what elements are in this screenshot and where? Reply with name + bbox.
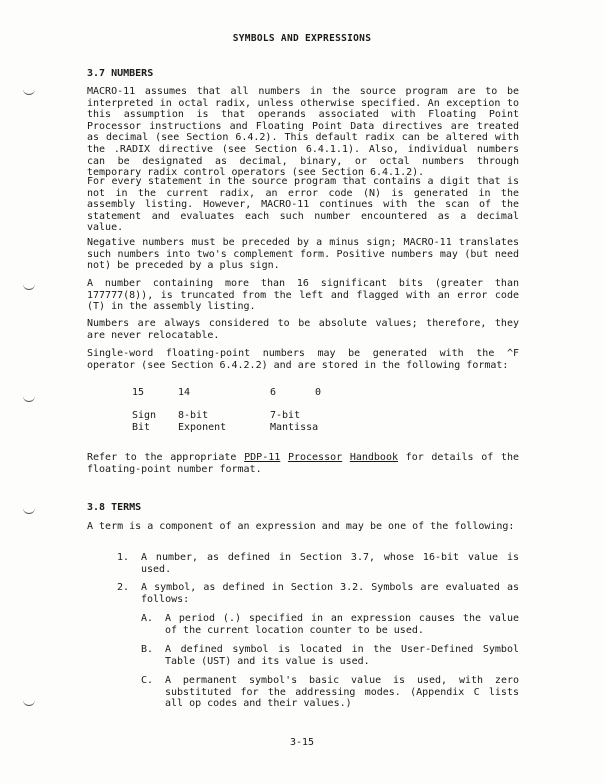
sub-item-b-letter: B. (141, 644, 154, 655)
label-7-bit: 7-bit (270, 410, 301, 421)
refer-text-line2: floating-point number format. (87, 463, 262, 475)
label-8-bit: 8-bit (178, 410, 209, 421)
section-heading-numbers: 3.7 NUMBERS (87, 68, 154, 79)
page-number: 3-15 (289, 737, 315, 748)
sub-item-a-letter: A. (141, 613, 154, 624)
handbook-title-processor: Processor (287, 452, 343, 463)
list-item-2-number: 2. (117, 582, 130, 593)
sub-item-c-letter: C. (141, 675, 154, 686)
label-exponent: Exponent (178, 422, 227, 433)
paragraph-5: Numbers are always considered to be absolute values; therefore, they are never relocatable. (87, 318, 519, 341)
bit-15: 15 (132, 387, 145, 398)
refer-text-before: Refer to the appropriate (87, 452, 245, 463)
refer-text-after: for details of the (398, 452, 520, 463)
paragraph-3: Negative numbers must be preceded by a minus sign; MACRO-11 translates such numbers into two's complement form. Positive numbers may (but need not) be preceded by a plus sign. (87, 237, 519, 272)
sub-item-c-text: A permanent symbol's basic value is used, with zero substituted for the addressing modes. (Appendix C lists all op codes and their values.) (165, 675, 519, 710)
refer-paragraph (87, 452, 519, 475)
bit-14: 14 (178, 387, 191, 398)
terms-intro: A term is a component of an expression and may be one of the following: (87, 521, 515, 532)
label-bit: Bit (132, 422, 151, 433)
bit-0: 0 (315, 387, 322, 398)
list-item-1-number: 1. (117, 552, 130, 563)
running-header: SYMBOLS AND EXPRESSIONS (232, 33, 372, 44)
list-item-2-text: A symbol, as defined in Section 3.2. Symbols are evaluated as follows: (141, 582, 519, 605)
bit-6: 6 (270, 387, 277, 398)
binder-mark (23, 395, 35, 402)
sub-item-a-text: A period (.) specified in an expression causes the value of the current location counter to be used. (165, 613, 519, 636)
binder-mark (23, 283, 35, 290)
binder-mark (23, 507, 35, 514)
label-mantissa: Mantissa (270, 422, 319, 433)
paragraph-1: MACRO-11 assumes that all numbers in the source program are to be interpreted in octal radix, unless otherwise specified. An exception to this assumption is that operands associated with Floating Point Processor instructions and Floating Point Data directives are treated as decimal (see Section 6.4.2). This default radix can be altered with the .RADIX directive (see Section 6.4.1.1). Also, individual numbers can be designated as decimal, binary, or octal numbers through temporary radix control operators (see Section 6.4.1.2). (87, 86, 519, 179)
paragraph-2: For every statement in the source program that contains a digit that is not in the current radix, an error code (N) is generated in the assembly listing. However, MACRO-11 continues with the scan of the statement and evaluates each such number encountered as a decimal value. (87, 176, 519, 234)
list-item-1-text: A number, as defined in Section 3.7, whose 16-bit value is used. (141, 552, 519, 575)
paragraph-4: A number containing more than 16 significant bits (greater than 177777(8)), is truncated from the left and flagged with an error code (T) in the assembly listing. (87, 278, 519, 313)
sub-item-b-text: A defined symbol is located in the User-Defined Symbol Table (UST) and its value is used. (165, 644, 519, 667)
handbook-title-handbook: Handbook (349, 452, 398, 463)
section-heading-terms: 3.8 TERMS (87, 502, 142, 513)
handbook-title-pdp11: PDP-11 (244, 452, 281, 463)
label-sign: Sign (132, 410, 157, 421)
binder-mark (23, 88, 35, 95)
paragraph-6: Single-word floating-point numbers may be generated with the ^F operator (see Section 6.4.2.2) and are stored in the following format: (87, 348, 519, 371)
binder-mark (23, 699, 35, 706)
